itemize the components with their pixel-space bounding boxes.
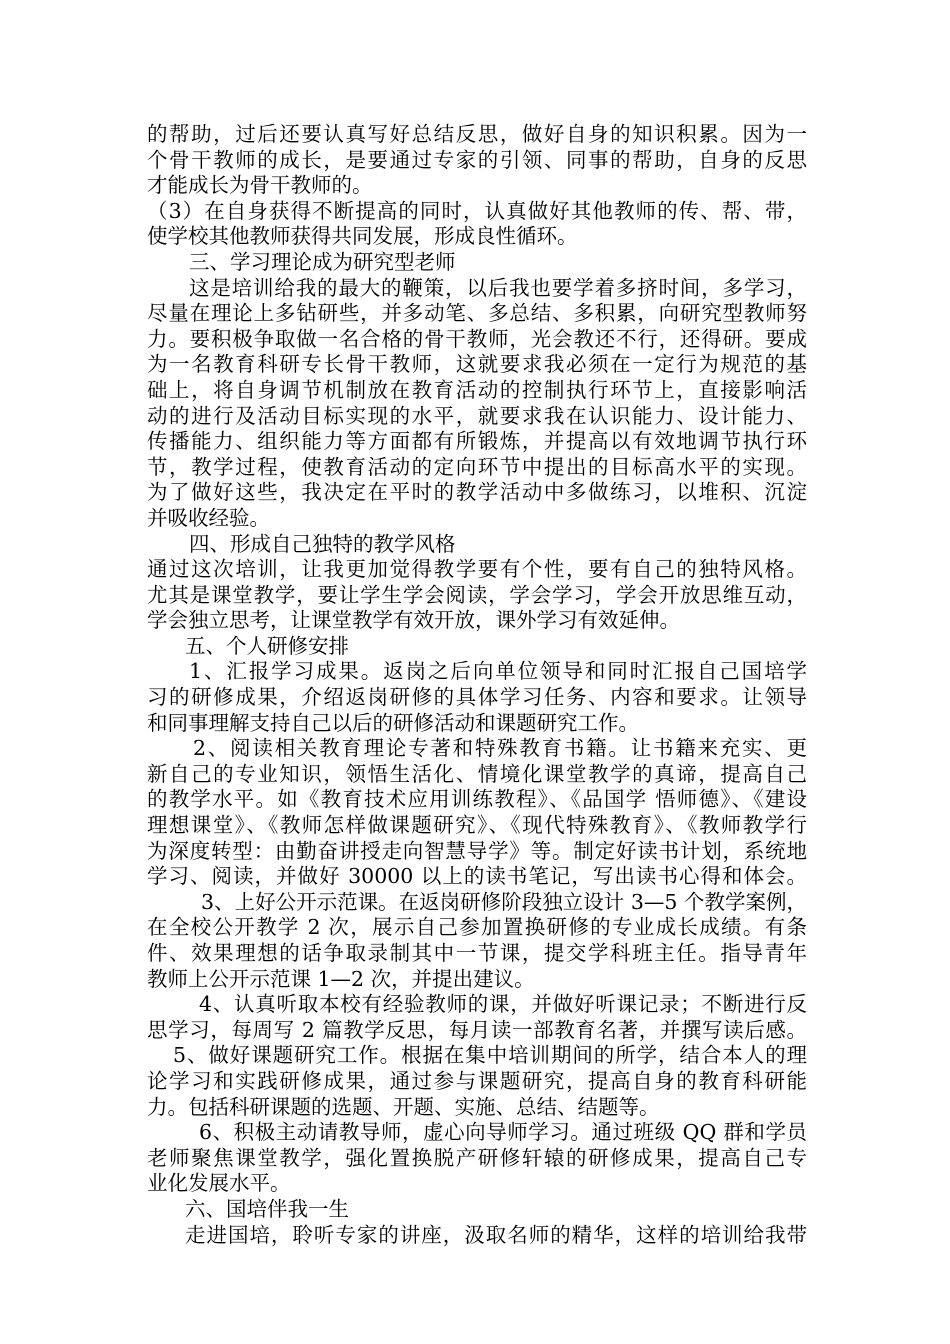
text-line: 走进国培，聆听专家的讲座，汲取名师的精华，这样的培训给我带	[185, 1222, 807, 1247]
text-line: 4、认真听取本校有经验教师的课，并做好听课记录；不断进行反	[199, 992, 807, 1017]
text-line: 使学校其他教师获得共同发展，形成良性循环。	[147, 224, 578, 249]
text-line: 并吸收经验。	[147, 505, 270, 530]
text-line: （3）在自身获得不断提高的同时，认真做好其他教师的传、帮、带，	[147, 198, 807, 223]
text-line: 件、效果理想的话争取录制其中一节课，提交学科班主任。指导青年	[147, 941, 807, 965]
text-line: 节，教学过程，使教育活动的定向环节中提出的目标高水平的实现。	[147, 454, 807, 479]
document-body	[147, 122, 807, 1248]
text-line: 3、上好公开示范课。在返岗研修阶段独立设计 3—5 个教学案例，	[201, 889, 807, 914]
text-line: 五、个人研修安排	[185, 633, 349, 658]
text-line: 础上，将自身调节机制放在教育活动的控制执行环节上，直接影响活	[147, 377, 807, 402]
text-line: 2、阅读相关教育理论专著和特殊教育书籍。让书籍来充实、更	[193, 736, 807, 761]
text-line: 新自己的专业知识，领悟生活化、情境化课堂教学的真谛，提高自己	[147, 761, 807, 786]
text-line: 业化发展水平。	[147, 1171, 291, 1196]
text-line: 5、做好课题研究工作。根据在集中培训期间的所学，结合本人的理	[173, 1043, 807, 1068]
text-line: 为深度转型：由勤奋讲授走向智慧导学》等。制定好读书计划，系统地	[147, 838, 807, 863]
text-line: 动的进行及活动目标实现的水平，就要求我在认识能力、设计能力、	[147, 403, 807, 428]
text-line: 力。包括科研课题的选题、开题、实施、总结、结题等。	[147, 1094, 660, 1119]
text-line: 理想课堂》、《教师怎样做课题研究》、《现代特殊教育》、《教师教学行	[147, 813, 807, 838]
text-line: 六、国培伴我一生	[185, 1196, 349, 1221]
text-line: 才能成长为骨干教师的。	[147, 173, 373, 198]
text-line: 教师上公开示范课 1—2 次，并提出建议。	[147, 966, 535, 991]
text-line: 和同事理解支持自己以后的研修活动和课题研究工作。	[147, 710, 639, 735]
text-line: 为一名教育科研专长骨干教师，这就要求我必须在一定行为规范的基	[147, 352, 807, 377]
text-line: 四、形成自己独特的教学风格	[189, 531, 456, 556]
text-line: 在全校公开教学 2 次，展示自己参加置换研修的专业成长成绩。有条	[147, 915, 807, 940]
text-line: 的教学水平。如《教育技术应用训练教程》、《品国学 悟师德》、《建设	[147, 787, 807, 812]
text-line: 传播能力、组织能力等方面都有所锻炼，并提高以有效地调节执行环	[147, 429, 807, 454]
text-line: 1、汇报学习成果。返岗之后向单位领导和同时汇报自己国培学	[189, 659, 807, 684]
text-line: 尤其是课堂教学，要让学生学会阅读，学会学习，学会开放思维互动，	[147, 582, 807, 607]
text-line: 学会独立思考，让课堂教学有效开放，课外学习有效延伸。	[147, 608, 680, 633]
text-line: 三、学习理论成为研究型老师	[189, 249, 456, 274]
text-line: 思学习，每周写 2 篇教学反思，每月读一部教育名著，并撰写读后感。	[147, 1017, 807, 1042]
text-line: 的帮助，过后还要认真写好总结反思，做好自身的知识积累。因为一	[147, 122, 807, 146]
text-line: 这是培训给我的最大的鞭策，以后我也要学着多挤时间，多学习，	[189, 275, 807, 300]
text-line: 6、积极主动请教导师，虚心向导师学习。通过班级 QQ 群和学员	[199, 1120, 807, 1145]
text-line: 尽量在理论上多钻研些，并多动笔、多总结、多积累，向研究型教师努	[147, 301, 807, 326]
text-line: 为了做好这些，我决定在平时的教学活动中多做练习，以堆积、沉淀	[147, 480, 807, 505]
text-line: 个骨干教师的成长，是要通过专家的引领、同事的帮助，自身的反思	[147, 147, 807, 172]
text-line: 学习、阅读，并做好 30000 以上的读书笔记，写出读书心得和体会。	[147, 864, 807, 889]
text-line: 老师聚焦课堂教学，强化置换脱产研修轩辕的研修成果，提高自己专	[147, 1145, 807, 1170]
text-line: 力。要积极争取做一名合格的骨干教师，光会教还不行，还得研。要成	[147, 326, 807, 351]
text-line: 论学习和实践研修成果，通过参与课题研究，提高自身的教育科研能	[147, 1068, 807, 1093]
text-line: 习的研修成果，介绍返岗研修的具体学习任务、内容和要求。让领导	[147, 685, 807, 710]
text-line: 通过这次培训，让我更加觉得教学要有个性，要有自己的独特风格。	[147, 557, 807, 582]
